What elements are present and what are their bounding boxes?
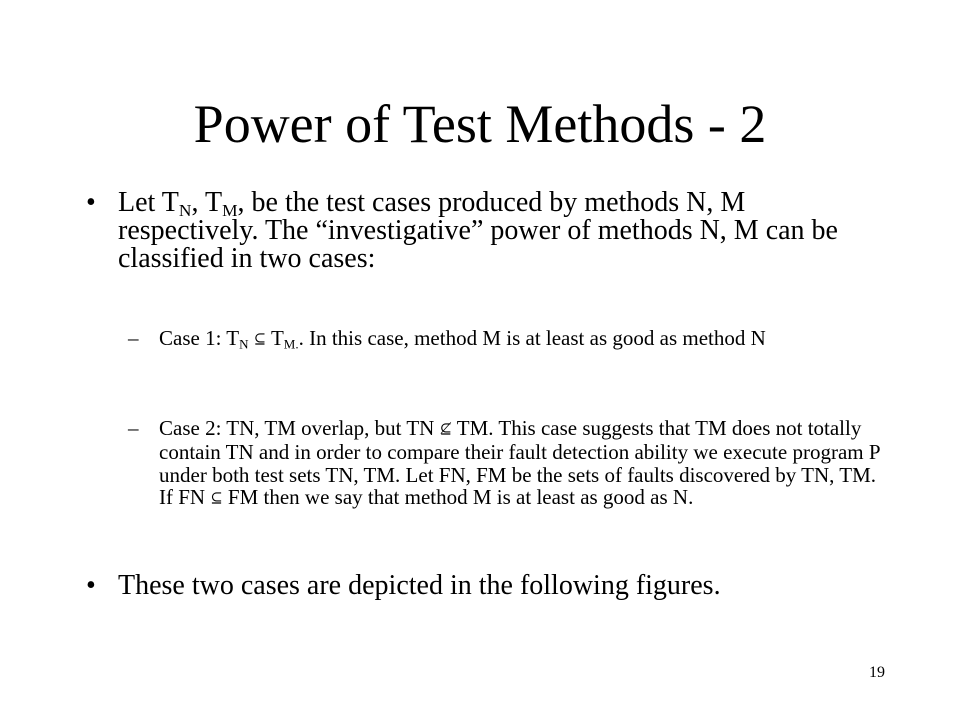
subscript-n: N <box>178 200 192 220</box>
bullet-text <box>118 189 888 273</box>
case-text-part: T <box>266 326 284 350</box>
bullet-marker: • <box>86 570 96 601</box>
case-1-text <box>159 327 889 351</box>
subset-symbol: ⊆ <box>253 330 267 348</box>
case-text-part: FM then we say that method M is at least as good as N. <box>222 485 694 510</box>
dash-marker: – <box>128 416 139 440</box>
bullet-text-part: , T <box>191 187 223 218</box>
slide-title: Power of Test Methods - 2 <box>193 94 767 154</box>
subscript-n: N <box>239 336 249 352</box>
case-text-part: . In this case, method M is at least as good as method N <box>298 326 766 350</box>
bullet-text-part: Let T <box>118 187 179 218</box>
page-number: 19 <box>869 664 885 681</box>
case-2-text <box>159 417 889 510</box>
bullet-marker: • <box>86 187 96 218</box>
subscript-m: M. <box>283 336 299 352</box>
case-text-part: TM. This case suggests that TM does not totally contain TN and in order to compare their fault detection ability we execute program P under both test sets TN, TM. Let FN, FM be the sets of faults discovered by TN, TM. If FN <box>159 416 880 510</box>
bullet-text: These two cases are depicted in the following figures. <box>118 570 721 601</box>
subscript-m: M <box>222 200 238 220</box>
case-text-part: Case 1: T <box>159 326 240 350</box>
bullet-text-part: , be the test cases produced by methods N, M respectively. The “investigative” power of methods N, M can be classified in two cases: <box>118 187 838 274</box>
subset-symbol: ⊆ <box>210 489 223 507</box>
dash-marker: – <box>128 326 139 350</box>
case-text-part: Case 2: TN, TM overlap, but TN <box>159 416 440 440</box>
not-subset-symbol: ⊈ <box>439 420 452 438</box>
